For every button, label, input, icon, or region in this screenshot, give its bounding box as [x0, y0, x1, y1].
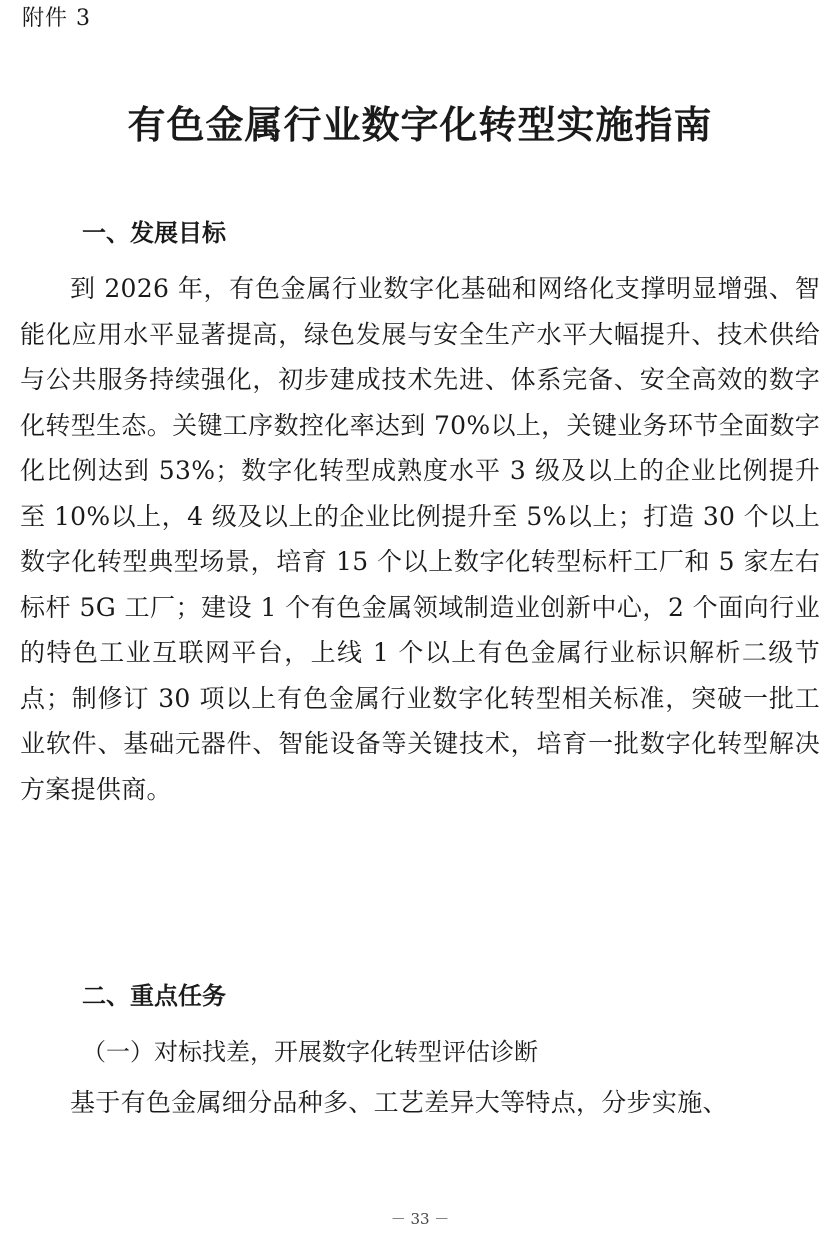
- assessment-paragraph: 基于有色金属细分品种多、工艺差异大等特点，分步实施、: [70, 1088, 728, 1117]
- page-number: － 33 －: [390, 1210, 450, 1228]
- development-goals-paragraph: 到 2026 年，有色金属行业数字化基础和网络化支撑明显增强、智能化应用水平显著提高，绿色发展与安全生产水平大幅提升、技术供给与公共服务持续强化，初步建成技术先进、体系完备、安全高效的数字化转型生态。关键工序数控化率达到 70%以上，关键业务环节全面数字化比例达到 53%；数字化转型成熟度水平 3 级及以上的企业比例提升至 10%以上，4 级及以上的企业比例提升至 5%以上；打造 30 个以上数字化转型典型场景，培育 15 个以上数字化转型标杆工厂和 5 家左右标杆 5G 工厂；建设 1 个有色金属领域制造业创新中心，2 个面向行业的特色工业互联网平台，上线 1 个以上有色金属行业标识解析二级节点；制修订 30 项以上有色金属行业数字化转型相关标准，突破一批工业软件、基础元器件、智能设备等关键技术，培育一批数字化转型解决方案提供商。: [20, 274, 820, 804]
- section-heading-key-tasks: 二、重点任务: [82, 981, 226, 1010]
- attachment-label: 附件 3: [22, 6, 91, 31]
- document-title: 有色金属行业数字化转型实施指南: [127, 102, 713, 147]
- subsection-heading-assessment: （一）对标找差，开展数字化转型评估诊断: [82, 1038, 538, 1066]
- section-heading-development-goals: 一、发展目标: [82, 218, 226, 247]
